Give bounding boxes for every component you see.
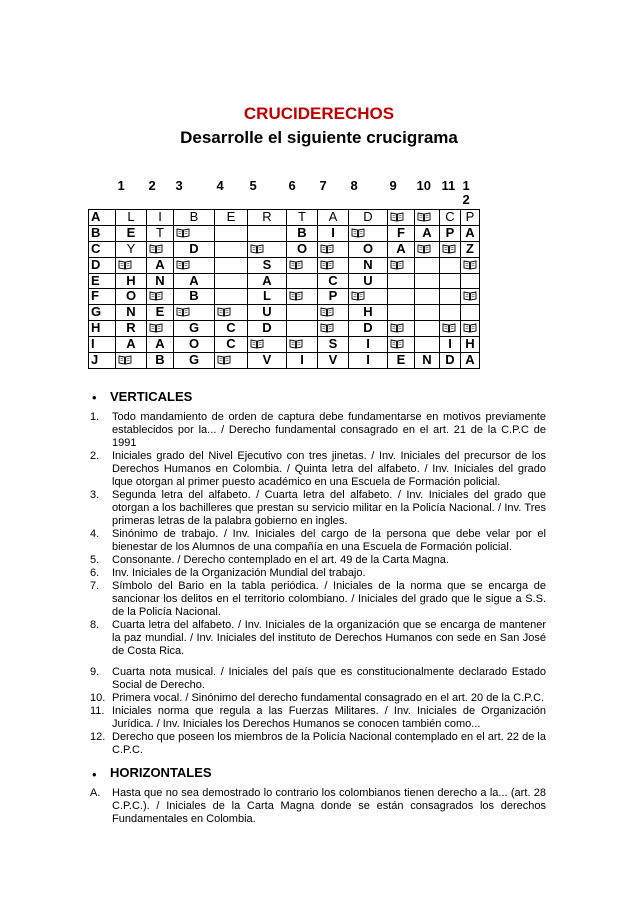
clue-item [90, 787, 546, 826]
grid-cell [116, 321, 147, 337]
grid-cell [215, 321, 248, 337]
clue-number: A. [90, 787, 101, 799]
grid-cell [349, 210, 388, 226]
clue-item [90, 528, 546, 554]
row-label: B [89, 226, 116, 242]
cell-letter: H [465, 336, 475, 351]
book-icon [463, 260, 477, 270]
row-label: G [89, 305, 116, 321]
grid-cell [147, 226, 174, 242]
verticales-list [90, 411, 546, 757]
cell-letter: O [188, 336, 200, 351]
book-icon [250, 244, 264, 254]
grid-cell [461, 274, 480, 289]
book-icon [351, 291, 365, 301]
grid-cell [440, 289, 461, 305]
clue-number: 6. [90, 567, 100, 579]
grid-cell [215, 210, 248, 226]
cell-letter: C [445, 209, 455, 224]
blocked-cell [116, 258, 147, 274]
grid-row [89, 353, 480, 369]
clue-item [90, 666, 546, 692]
clue-text: Cuarta nota musical. / Iniciales del país que es constitucionalmente declarado Estado Social de Derecho. [112, 666, 546, 691]
page-subtitle: Desarrolle el siguiente crucigrama [180, 128, 458, 147]
cell-letter: I [448, 336, 452, 351]
cell-letter: N [155, 273, 165, 288]
grid-cell [147, 305, 174, 321]
blocked-cell [215, 353, 248, 369]
clue-item [90, 619, 546, 658]
grid-cell [174, 337, 215, 353]
book-icon [289, 291, 303, 301]
row-label: J [89, 353, 116, 369]
blocked-cell [461, 289, 480, 305]
cell-letter: H [363, 304, 373, 319]
cell-letter: A [422, 225, 432, 240]
blocked-cell [388, 210, 415, 226]
clue-text: Cuarta letra del alfabeto. / Inv. Iniciales de la organización que se encarga de mantener la paz mundial. / Inv. Iniciales del instituto de Derechos Humanos con sede en San José de Costa Rica. [112, 619, 546, 657]
blocked-cell [461, 321, 480, 337]
grid-cell [248, 226, 287, 242]
blocked-cell [318, 305, 349, 321]
cell-letter: R [126, 320, 136, 335]
grid-cell [349, 353, 388, 369]
verticales-heading: VERTICALES [110, 389, 193, 404]
cell-letter: O [125, 288, 137, 303]
book-icon [149, 323, 163, 333]
grid-cell [174, 321, 215, 337]
grid-cell [349, 274, 388, 289]
clue-number: 1. [90, 411, 100, 423]
clue-number: 8. [90, 619, 100, 631]
cell-letter: I [300, 352, 304, 367]
grid-cell [415, 353, 440, 369]
grid-cell [415, 305, 440, 321]
cell-letter: V [262, 352, 272, 367]
grid-cell [318, 337, 349, 353]
grid-cell [388, 353, 415, 369]
cell-letter: B [297, 225, 307, 240]
blocked-cell [147, 321, 174, 337]
grid-cell [174, 274, 215, 289]
cell-letter: A [155, 257, 165, 272]
book-icon [118, 260, 132, 270]
clue-item [90, 411, 546, 450]
book-icon [320, 260, 334, 270]
row-label: E [89, 274, 116, 289]
blocked-cell [248, 337, 287, 353]
grid-cell [415, 337, 440, 353]
grid-cell [318, 353, 349, 369]
grid-cell [388, 305, 415, 321]
book-icon [463, 323, 477, 333]
cell-letter: S [262, 257, 272, 272]
grid-cell [248, 353, 287, 369]
clue-number: 7. [90, 580, 100, 592]
cell-letter: D [189, 241, 199, 256]
grid-cell [388, 289, 415, 305]
blocked-cell [215, 305, 248, 321]
blocked-cell [415, 210, 440, 226]
blocked-cell [318, 321, 349, 337]
grid-cell [318, 289, 349, 305]
grid-cell [287, 226, 318, 242]
grid-cell [116, 274, 147, 289]
grid-cell [116, 242, 147, 258]
clue-number: 12. [90, 731, 106, 743]
blocked-cell [287, 289, 318, 305]
grid-cell [116, 226, 147, 242]
clue-item [90, 731, 546, 757]
grid-cell [388, 242, 415, 258]
blocked-cell [349, 289, 388, 305]
blocked-cell [147, 289, 174, 305]
book-icon [149, 244, 163, 254]
book-icon [250, 339, 264, 349]
grid-cell [415, 289, 440, 305]
grid-cell [440, 226, 461, 242]
cell-letter: C [226, 320, 236, 335]
cell-letter: E [126, 225, 136, 240]
grid-cell [461, 353, 480, 369]
grid-cell [415, 226, 440, 242]
horizontales-list [90, 787, 546, 826]
blocked-cell [174, 226, 215, 242]
clue-item [90, 692, 546, 705]
cell-letter: A [465, 225, 475, 240]
column-number: 1 2 [462, 178, 470, 207]
column-number: 5 [249, 178, 257, 193]
clue-text: Símbolo del Bario en la tabla periódica. / Iniciales de la norma que se encarga de sancionar los delitos en el territorio colombiano. / Iniciales del grado que le sigue a S.S. de la Policía Nacional. [112, 580, 546, 618]
cell-letter: T [156, 225, 164, 240]
grid-row [89, 289, 480, 305]
cell-letter: N [126, 304, 136, 319]
book-icon [463, 291, 477, 301]
grid-cell [388, 274, 415, 289]
blocked-cell [318, 258, 349, 274]
book-icon [442, 323, 456, 333]
row-label: H [89, 321, 116, 337]
grid-cell [147, 337, 174, 353]
blocked-cell [174, 258, 215, 274]
blocked-cell [388, 258, 415, 274]
book-icon [149, 291, 163, 301]
grid-cell [349, 321, 388, 337]
column-number: 8 [350, 178, 358, 193]
grid-cell [461, 226, 480, 242]
cell-letter: P [465, 209, 475, 224]
grid-cell [248, 305, 287, 321]
cell-letter: U [262, 304, 272, 319]
row-label: A [89, 210, 116, 226]
grid-cell [461, 337, 480, 353]
grid-cell [116, 210, 147, 226]
grid-cell [349, 337, 388, 353]
clue-item [90, 450, 546, 489]
grid-cell [287, 274, 318, 289]
column-number: 6 [288, 178, 296, 193]
clue-text: Inv. Iniciales de la Organización Mundial del trabajo. [112, 567, 366, 579]
clue-number: 9. [90, 666, 100, 678]
cell-letter: I [158, 209, 162, 224]
grid-cell [215, 274, 248, 289]
cell-letter: F [397, 225, 405, 240]
grid-cell [349, 242, 388, 258]
book-icon [289, 260, 303, 270]
grid-cell [116, 305, 147, 321]
blocked-cell [388, 321, 415, 337]
horizontales-heading: HORIZONTALES [110, 765, 212, 780]
grid-cell [461, 210, 480, 226]
cell-letter: C [226, 336, 236, 351]
grid-cell [440, 258, 461, 274]
grid-row [89, 321, 480, 337]
grid-row [89, 242, 480, 258]
cell-letter: D [262, 320, 272, 335]
cell-letter: H [126, 273, 136, 288]
row-label: I [89, 337, 116, 353]
grid-row [89, 305, 480, 321]
clue-item [90, 489, 546, 528]
blocked-cell [248, 242, 287, 258]
page-title: CRUCIDERECHOS [243, 104, 395, 123]
book-icon [442, 244, 456, 254]
book-icon [390, 323, 404, 333]
cell-letter: A [155, 336, 165, 351]
grid-cell [174, 289, 215, 305]
blocked-cell [461, 258, 480, 274]
grid-cell [215, 258, 248, 274]
book-icon [320, 323, 334, 333]
grid-cell [440, 353, 461, 369]
clue-text: Todo mandamiento de orden de captura debe fundamentarse en motivos previamente establecidos por la... / Derecho fundamental consagrado en el art. 21 de la C.P.C de 1991 [112, 411, 546, 449]
blocked-cell [440, 242, 461, 258]
clue-item [90, 705, 546, 731]
grid-cell [248, 321, 287, 337]
clue-text: Iniciales grado del Nivel Ejecutivo con tres jinetas. / Inv. Iniciales del precursor de los Derechos Humanos en Colombia. / Quinta letra del alfabeto. / Inv. Iniciales del grado lque otorgan al primer puesto académico en una Escuela de Formación policial. [112, 450, 546, 488]
blocked-cell [440, 321, 461, 337]
blocked-cell [116, 353, 147, 369]
cell-letter: U [363, 273, 373, 288]
grid-cell [215, 226, 248, 242]
cell-letter: R [262, 209, 272, 224]
column-number: 7 [319, 178, 327, 193]
cell-letter: S [328, 336, 338, 351]
cell-letter: B [189, 288, 199, 303]
bullet-icon: • [92, 767, 97, 782]
cell-letter: A [126, 336, 136, 351]
grid-cell [440, 305, 461, 321]
blocked-cell [318, 242, 349, 258]
cell-letter: D [445, 352, 455, 367]
clue-number: 10. [90, 692, 106, 704]
clue-text: Sinónimo de trabajo. / Inv. Iniciales del cargo de la persona que debe velar por el bienestar de los Alumnos de una compañía en una Escuela de Formación policial. [112, 528, 546, 553]
clue-text: Consonante. / Derecho contemplado en el art. 49 de la Carta Magna. [112, 554, 449, 566]
grid-cell [174, 210, 215, 226]
grid-row [89, 210, 480, 226]
grid-cell [349, 258, 388, 274]
cell-letter: O [362, 241, 374, 256]
grid-corner [89, 179, 116, 210]
clue-text: Iniciales norma que regula a las Fuerzas Militares. / Inv. Iniciales de Organización Jurídica. / Inv. Iniciales los Derechos Humanos se conocen también como... [112, 705, 546, 730]
column-number: 11 [441, 178, 456, 193]
cell-letter: I [366, 352, 370, 367]
grid-cell [287, 305, 318, 321]
cell-letter: O [296, 241, 308, 256]
cell-letter: A [328, 209, 338, 224]
grid-row [89, 258, 480, 274]
book-icon [176, 307, 190, 317]
grid-cell [248, 210, 287, 226]
column-number: 1 [117, 178, 125, 193]
clue-item [90, 580, 546, 619]
book-icon [176, 260, 190, 270]
book-icon [176, 228, 190, 238]
row-label: F [89, 289, 116, 305]
cell-letter: A [262, 273, 272, 288]
cell-letter: G [188, 352, 200, 367]
clue-item [90, 554, 546, 567]
cell-letter: A [465, 352, 475, 367]
grid-row [89, 337, 480, 353]
blocked-cell [287, 337, 318, 353]
grid-cell [415, 258, 440, 274]
cell-letter: P [445, 225, 455, 240]
grid-cell [349, 305, 388, 321]
grid-cell [318, 226, 349, 242]
cell-letter: L [263, 288, 271, 303]
cell-letter: I [331, 225, 335, 240]
clue-number: 3. [90, 489, 100, 501]
book-icon [390, 212, 404, 222]
grid-cell [248, 289, 287, 305]
cell-letter: E [155, 304, 165, 319]
grid-cell [440, 210, 461, 226]
book-icon [390, 260, 404, 270]
clue-text: Hasta que no sea demostrado lo contrario los colombianos tienen derecho a la... (art. 28 C.P.C.). / Iniciales de la Carta Magna donde se están consagrados los derechos Fundamentales en Colombia. [112, 787, 546, 825]
book-icon [417, 244, 431, 254]
grid-cell [415, 321, 440, 337]
cell-letter: A [189, 273, 199, 288]
clue-number: 5. [90, 554, 100, 566]
cell-letter: Y [126, 241, 136, 256]
clue-text: Segunda letra del alfabeto. / Cuarta letra del alfabeto. / Inv. Iniciales del grado que otorgan a los bachilleres que prestan su servicio militar en la Policía Nacional. / Inv. Tres primeras letras de la palabra gobierno en ingles. [112, 489, 546, 527]
book-icon [351, 228, 365, 238]
blocked-cell [415, 242, 440, 258]
book-icon [118, 355, 132, 365]
grid-cell [287, 353, 318, 369]
blocked-cell [349, 226, 388, 242]
book-icon [320, 244, 334, 254]
grid-cell [287, 242, 318, 258]
grid-cell [215, 337, 248, 353]
grid-cell [174, 353, 215, 369]
column-number: 3 [175, 178, 183, 193]
cell-letter: E [396, 352, 406, 367]
column-number: 9 [389, 178, 397, 193]
grid-cell [287, 321, 318, 337]
cell-letter: I [366, 336, 370, 351]
grid-cell [248, 274, 287, 289]
grid-cell [116, 337, 147, 353]
grid-cell [147, 210, 174, 226]
clue-text: Primera vocal. / Sinónimo del derecho fundamental consagrado en el art. 20 de la C.P.C. [112, 692, 545, 704]
column-number: 10 [416, 178, 431, 193]
grid-cell [461, 242, 480, 258]
grid-cell [248, 258, 287, 274]
grid-cell [174, 242, 215, 258]
row-label: C [89, 242, 116, 258]
grid-row [89, 226, 480, 242]
cell-letter: B [155, 352, 165, 367]
grid-row [89, 274, 480, 289]
grid-cell [215, 242, 248, 258]
grid-cell [318, 210, 349, 226]
grid-cell [388, 226, 415, 242]
grid-cell [415, 274, 440, 289]
grid-cell [215, 289, 248, 305]
cell-letter: C [328, 273, 338, 288]
cell-letter: D [363, 209, 373, 224]
cell-letter: E [226, 209, 236, 224]
cell-letter: Z [466, 241, 474, 256]
blocked-cell [147, 242, 174, 258]
column-number: 4 [216, 178, 224, 193]
grid-cell [440, 337, 461, 353]
blocked-cell [174, 305, 215, 321]
cell-letter: G [188, 320, 200, 335]
cell-letter: L [127, 209, 135, 224]
grid-cell [440, 274, 461, 289]
book-icon [217, 355, 231, 365]
grid-cell [116, 289, 147, 305]
cell-letter: A [396, 241, 406, 256]
clue-text: Derecho que poseen los miembros de la Policía Nacional contemplado en el art. 22 de la C.P.C. [112, 731, 546, 756]
book-icon [390, 339, 404, 349]
clue-number: 11. [90, 705, 105, 717]
cell-letter: V [328, 352, 338, 367]
cell-letter: P [328, 288, 338, 303]
column-number: 2 [148, 178, 156, 193]
bullet-icon: • [92, 390, 97, 405]
cell-letter: N [363, 257, 373, 272]
blocked-cell [287, 258, 318, 274]
grid-cell [147, 274, 174, 289]
blocked-cell [388, 337, 415, 353]
cell-letter: T [298, 209, 306, 224]
clue-number: 4. [90, 528, 100, 540]
cell-letter: N [422, 352, 432, 367]
book-icon [320, 307, 334, 317]
grid-cell [287, 210, 318, 226]
book-icon [289, 339, 303, 349]
grid-cell [318, 274, 349, 289]
clue-number: 2. [90, 450, 100, 462]
book-icon [417, 212, 431, 222]
grid-cell [461, 305, 480, 321]
clue-item [90, 567, 546, 580]
grid-cell [147, 353, 174, 369]
cell-letter: D [363, 320, 373, 335]
grid-cell [147, 258, 174, 274]
row-label: D [89, 258, 116, 274]
crossword-grid [88, 179, 480, 369]
cell-letter: B [189, 209, 199, 224]
book-icon [217, 307, 231, 317]
